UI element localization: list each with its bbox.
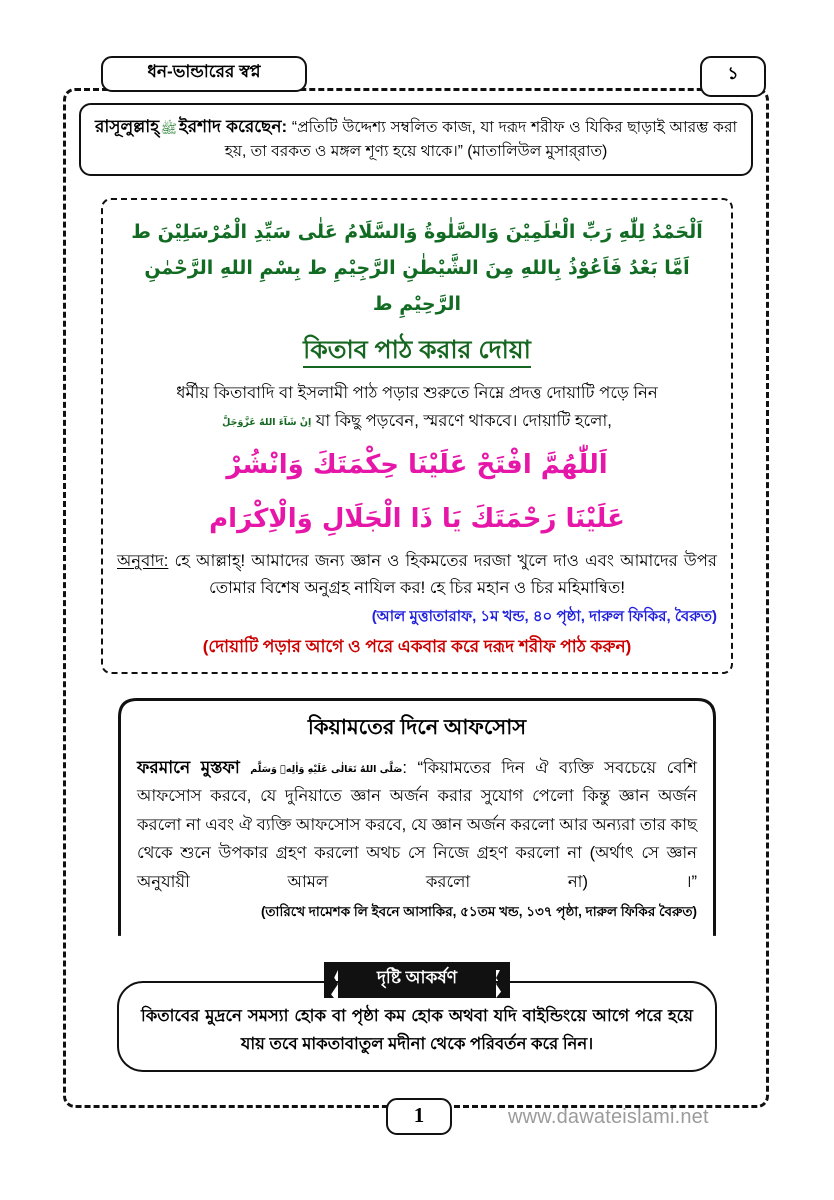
qiyamat-body-text: “কিয়ামতের দিন ঐ ব্যক্তি সবচেয়ে বেশি আফসোস করবে, যে দুনিয়াতে জ্ঞান অর্জন করার সুযোগ পেলো কিন্তু জ্ঞান অর্জন করলো না এবং ঐ ব্যক্তি আফসোস করবে, যে জ্ঞান অর্জন করলো আর অন্যরা তার কাছ থেকে শুনে উপকার গ্রহণ করলো অথচ সে নিজে গ্রহণ করলো না (অর্থাৎ সে জ্ঞান অনুযায়ী আমল করলো না) ।” <box>137 759 697 891</box>
chapter-title: ধন-ভান্ডারের স্বপ্ন <box>101 56 307 92</box>
salawat-arabic: صَلَّى اللهُ تَعَالٰى عَلَيْهِ وَاٰلِهٖ وَسَلَّم <box>250 764 403 775</box>
footer-page-number: 1 <box>386 1098 452 1135</box>
attention-banner <box>324 962 510 998</box>
qiyamat-body <box>137 753 697 896</box>
page-header <box>63 56 769 96</box>
hadith-source: (মাতালিউল মুসার্‌রাত) <box>467 143 608 161</box>
sallallahu-emblem-icon: ﷺ <box>160 121 178 136</box>
site-watermark: www.dawateislami.net <box>508 1106 709 1128</box>
translation-text: হে আল্লাহ্! আমাদের জন্য জ্ঞান ও হিকমতের দরজা খুলে দাও এবং আমাদের উপর তোমার বিশেষ অনুগ্রহ নাযিল কর! হে চির মহান ও চির মহিমান্বিত! <box>174 552 717 598</box>
attention-text: কিতাবের মুদ্রনে সমস্যা হোক বা পৃষ্ঠা কম হোক অথবা যদি বাইন্ডিংয়ে আগে পরে হয়ে যায় তবে মাকতাবাতুল মদীনা থেকে পরিবর্তন করে নিন। <box>141 1007 693 1053</box>
dua-section-box <box>101 198 733 674</box>
hadith-quote-box <box>79 103 753 176</box>
inshallah-arabic: اِنْ شَآءَ اللهُ عَزَّوَجَلَّ <box>222 417 312 429</box>
hadith-lead-label: রাসূলুল্লাহ্ <box>95 117 160 136</box>
qiyamat-heading: কিয়ামতের দিনে আফসোস <box>307 716 527 739</box>
dua-translation <box>117 548 717 601</box>
dua-citation: (আল মুত্তাতারাফ, ১ম খন্ড, ৪০ পৃষ্ঠা, দারুল ফিকির, বৈরুত) <box>371 607 717 625</box>
qiyamat-colon: : <box>402 759 407 777</box>
dua-intro-line-1: ধর্মীয় কিতাবাদি বা ইসলামী পাঠ পড়ার শুরুতে নিম্নে প্রদত্ত দোয়াটি পড়ে নিন <box>176 384 658 403</box>
hadith-text <box>95 114 737 164</box>
dua-heading <box>117 330 717 373</box>
dua-intro-line-2 <box>117 407 717 435</box>
hadith-quote-text: “প্রতিটি উদ্দেশ্য সম্বলিত কাজ, যা দরূদ শরীফ ও যিকির ছাড়াই আরম্ভ করা হয়, তা বরকত ও মঙ্গল শূণ্য হয়ে থাকে।” <box>224 119 737 161</box>
qiyamat-citation: (তারিখে দামেশক লি ইবনে আসাকির, ৫১তম খন্ড, ১৩৭ পৃষ্ঠা, দারুল ফিকির বৈরুত) <box>260 903 697 919</box>
arabic-hamd-line-1: اَلْحَمْدُ لِلّٰهِ رَبِّ الْعٰلَمِيْنَ وَالصَّلٰوةُ وَالسَّلَامُ عَلٰى سَيِّدِ الْمُرْسَلِيْنَ ط <box>131 221 703 243</box>
arabic-hamd-line-2: اَمَّا بَعْدُ فَاَعُوْذُ بِاللهِ مِنَ الشَّيْطٰنِ الرَّجِيْمِ ط بِسْمِ اللهِ الرَّحْمٰنِ الرَّحِيْمِ ط <box>144 257 690 316</box>
dua-arabic-line-1: اَللّٰهُمَّ افْتَحْ عَلَيْنَا حِكْمَتَكَ وَانْشُرْ <box>226 450 608 481</box>
dua-heading-text: কিতাব পাঠ করার দোয়া <box>303 336 531 368</box>
dua-arabic-line-2: عَلَيْنَا رَحْمَتَكَ يَا ذَا الْجَلَالِ وَالْاِكْرَام <box>209 503 625 534</box>
attention-banner-label: দৃষ্টি আকর্ষণ <box>376 967 458 987</box>
hadith-lead-suffix: ইরশাদ করেছেন: <box>178 117 288 136</box>
qiyamat-lead-label: ফরমানে মুস্তফা <box>137 758 240 777</box>
dua-intro-line-2-text: যা কিছু পড়বেন, স্মরণে থাকবে। দোয়াটি হলো, <box>315 412 612 431</box>
dua-darood-note: (দোয়াটি পড়ার আগে ও পরে একবার করে দরূদ শরীফ পাঠ করুন) <box>202 636 632 656</box>
qiyamat-afsos-box <box>117 697 717 936</box>
header-page-badge: ১ <box>700 56 766 97</box>
attention-section <box>117 962 717 1072</box>
translation-label: অনুবাদ: <box>117 552 169 571</box>
